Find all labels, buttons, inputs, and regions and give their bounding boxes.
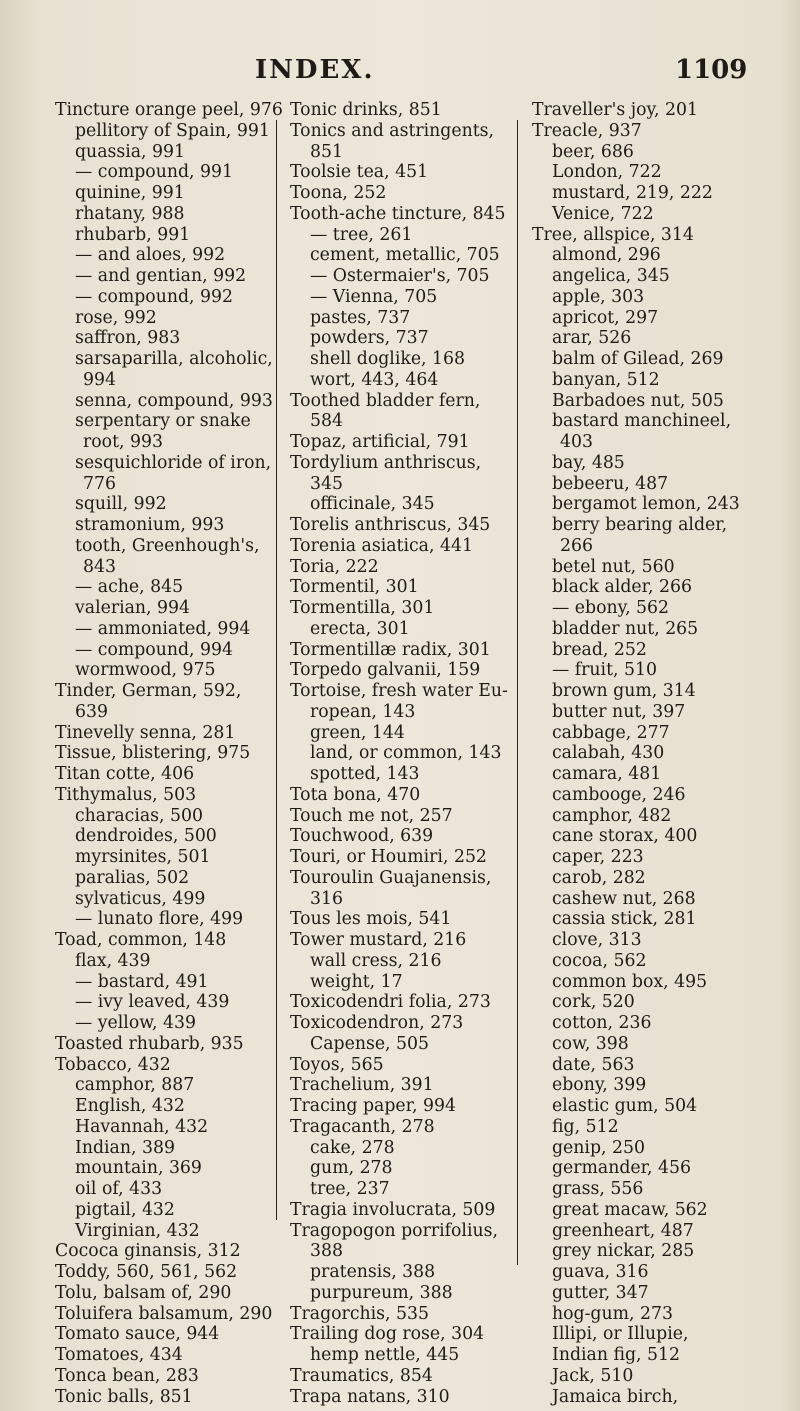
index-entry: guava, 316 [552,1262,649,1282]
index-entry: Toothed bladder fern, [290,390,481,411]
index-column-3 [532,100,792,1407]
index-entry: pratensis, 388 [310,1262,436,1282]
index-entry: Tonics and astringents, [290,120,495,141]
index-entry: apple, 303 [552,286,645,307]
index-entry: — lunato flore, 499 [75,909,244,930]
index-entry: tooth, Greenhough's, [75,535,260,556]
index-entry: Topaz, artificial, 791 [290,432,470,452]
index-entry: 584 [310,411,343,432]
index-entry: Illipi, or Illupie, [552,1324,689,1345]
index-entry: quassia, 991 [75,141,186,162]
index-entry: — compound, 994 [75,639,234,660]
index-entry: Jack, 510 [552,1365,634,1386]
index-entry: Tolu, balsam of, 290 [55,1282,232,1303]
index-entry: Trachelium, 391 [290,1075,434,1096]
index-entry: rhubarb, 991 [75,224,191,245]
index-entry: Touchwood, 639 [290,826,434,847]
index-entry: Titan cotte, 406 [55,764,195,784]
index-entry: Tonic drinks, 851 [290,100,442,120]
index-entry: rhatany, 988 [75,203,185,224]
index-entry: Tracing paper, 994 [290,1096,456,1116]
index-entry: camara, 481 [552,764,662,784]
index-entry: cabbage, 277 [552,722,670,743]
index-entry: cane storax, 400 [552,826,698,847]
index-entry: — compound, 992 [75,286,234,307]
index-entry: rose, 992 [75,307,157,328]
index-entry: arar, 526 [552,328,632,349]
index-entry: camphor, 887 [75,1075,195,1096]
index-entry: — Vienna, 705 [310,286,438,307]
index-entry: carob, 282 [552,867,646,888]
page-title: INDEX. [255,55,375,85]
index-entry: caper, 223 [552,847,644,867]
index-entry: Indian, 389 [75,1137,175,1158]
index-entry: Toluifera balsamum, 290 [55,1303,273,1324]
index-entry: almond, 296 [552,245,661,266]
index-entry: wall cress, 216 [310,950,442,971]
index-entry: grass, 556 [552,1179,644,1199]
index-entry: Tormentillæ radix, 301 [290,639,491,660]
index-entry: apricot, 297 [552,307,659,328]
index-entry: sesquichloride of iron, [75,452,272,473]
index-entry: flax, 439 [75,950,151,971]
index-entry: Tower mustard, 216 [290,930,467,950]
index-entry: Toad, common, 148 [55,930,227,950]
index-entry: Touroulin Guajanensis, [290,867,492,888]
index-entry: Trailing dog rose, 304 [290,1324,485,1345]
index-entry: Tragopogon porrifolius, [290,1220,498,1241]
index-entry: quinine, 991 [75,183,185,203]
index-entry: camphor, 482 [552,805,672,826]
index-entry: genip, 250 [552,1137,645,1158]
index-entry: gutter, 347 [552,1282,649,1303]
index-entry: Toddy, 560, 561, 562 [55,1262,238,1282]
index-entry: Tormentil, 301 [290,577,419,598]
index-entry: Toxicodendron, 273 [290,1013,464,1033]
index-entry: cake, 278 [310,1137,395,1158]
index-entry: Torenia asiatica, 441 [290,535,473,556]
index-entry: Touch me not, 257 [290,805,453,826]
index-entry: valerian, 994 [75,598,191,618]
index-column-2 [290,100,530,1407]
index-entry: brown gum, 314 [552,681,696,701]
index-entry: Tragorchis, 535 [290,1303,429,1324]
index-entry: tree, 237 [310,1179,390,1199]
index-entry: balm of Gilead, 269 [552,349,724,369]
index-entry: bastard manchineel, [552,411,732,432]
index-entry: elastic gum, 504 [552,1096,698,1116]
index-entry: Tota bona, 470 [290,784,421,805]
index-entry: Tonca bean, 283 [55,1365,199,1386]
index-entry: Torelis anthriscus, 345 [290,515,491,535]
index-entry: Tree, allspice, 314 [532,224,694,245]
index-entry: 851 [310,141,343,162]
index-entry: hemp nettle, 445 [310,1345,460,1365]
index-entry: — and aloes, 992 [75,245,226,266]
index-entry: 316 [310,888,343,909]
index-entry: Venice, 722 [552,203,654,224]
index-entry: Tithymalus, 503 [55,784,197,805]
index-entry: 345 [310,473,343,494]
page-number: 1109 [675,55,748,85]
index-entry: — bastard, 491 [75,971,209,992]
index-entry: date, 563 [552,1054,635,1075]
index-entry: Tincture orange peel, 976 [55,100,283,120]
index-entry: Havannah, 432 [75,1116,209,1137]
index-entry: green, 144 [310,722,405,743]
index-entry: pellitory of Spain, 991 [75,120,270,141]
index-entry: — ache, 845 [75,577,184,598]
index-entry: Tobacco, 432 [55,1054,171,1075]
index-entry: land, or common, 143 [310,743,502,764]
index-entry: paralias, 502 [75,867,190,888]
index-entry: Tragia involucrata, 509 [290,1199,496,1220]
index-entry: Tordylium anthriscus, [290,452,482,473]
index-entry: Indian fig, 512 [552,1345,681,1365]
index-entry: Torpedo galvanii, 159 [290,660,481,681]
index-entry: pigtail, 432 [75,1199,175,1220]
index-entry: Toasted rhubarb, 935 [55,1033,244,1054]
index-entry: banyan, 512 [552,369,660,390]
index-entry: oil of, 433 [75,1179,163,1199]
index-entry: berry bearing alder, [552,515,728,535]
index-entry: Traveller's joy, 201 [532,100,698,120]
index-entry: Toona, 252 [290,183,387,203]
index-entry: weight, 17 [310,971,403,992]
index-column-1 [55,100,295,1407]
index-entry: Cococa ginansis, 312 [55,1241,241,1262]
index-entry: mountain, 369 [75,1158,202,1179]
index-entry: 403 [560,432,593,452]
index-entry: bergamot lemon, 243 [552,494,740,515]
index-entry: Tous les mois, 541 [290,909,452,930]
index-entry: Tragacanth, 278 [290,1116,435,1137]
index-entry: wormwood, 975 [75,660,216,681]
index-entry: sylvaticus, 499 [75,888,206,909]
index-entry: senna, compound, 993 [75,390,273,411]
index-entry: dendroides, 500 [75,826,217,847]
index-entry: mustard, 219, 222 [552,183,713,203]
column-divider [276,120,277,1220]
index-entry: Tinevelly senna, 281 [55,722,236,743]
column-divider [517,120,518,1265]
index-entry: — ammoniated, 994 [75,618,251,639]
index-entry: cement, metallic, 705 [310,245,500,266]
index-entry: serpentary or snake [75,411,251,432]
index-entry: betel nut, 560 [552,556,675,577]
index-entry: sarsaparilla, alcoholic, [75,349,273,369]
index-entry: wort, 443, 464 [310,369,439,390]
index-entry: Toyos, 565 [290,1054,384,1075]
index-entry: cassia stick, 281 [552,909,697,930]
index-entry: Toxicodendri folia, 273 [290,992,491,1013]
index-entry: Jamaica birch, [552,1386,679,1407]
index-entry: Tonic balls, 851 [55,1386,193,1407]
index-entry: squill, 992 [75,494,167,515]
index-entry: cow, 398 [552,1033,629,1054]
index-entry: — ebony, 562 [552,598,670,618]
index-entry: Tooth-ache tincture, 845 [290,203,506,224]
index-entry: Treacle, 937 [532,120,642,141]
index-entry: Capense, 505 [310,1033,430,1054]
index-entry: — yellow, 439 [75,1013,196,1033]
index-entry: root, 993 [83,432,163,452]
index-entry: Virginian, 432 [75,1220,200,1241]
index-entry: beer, 686 [552,141,634,162]
index-entry: black alder, 266 [552,577,692,598]
index-entry: bladder nut, 265 [552,618,699,639]
index-entry: purpureum, 388 [310,1282,453,1303]
index-entry: — fruit, 510 [552,660,658,681]
index-entry: greenheart, 487 [552,1220,694,1241]
index-entry: shell doglike, 168 [310,349,466,369]
index-entry: — Ostermaier's, 705 [310,266,490,286]
index-entry: Toolsie tea, 451 [290,162,429,183]
index-entry: clove, 313 [552,930,642,950]
index-entry: calabah, 430 [552,743,665,764]
index-entry: hog-gum, 273 [552,1303,673,1324]
index-entry: saffron, 983 [75,328,181,349]
index-entry: characias, 500 [75,805,204,826]
index-entry: Tissue, blistering, 975 [55,743,251,764]
index-entry: ropean, 143 [310,701,416,722]
index-entry: — tree, 261 [310,224,413,245]
index-entry: Barbadoes nut, 505 [552,390,724,411]
index-entry: great macaw, 562 [552,1199,708,1220]
index-entry: erecta, 301 [310,618,410,639]
index-entry: cocoa, 562 [552,950,647,971]
index-entry: myrsinites, 501 [75,847,211,867]
index-entry: cashew nut, 268 [552,888,696,909]
index-entry: — ivy leaved, 439 [75,992,230,1013]
index-entry: butter nut, 397 [552,701,686,722]
index-entry: stramonium, 993 [75,515,225,535]
index-entry: cork, 520 [552,992,635,1013]
index-entry: officinale, 345 [310,494,435,515]
index-entry: London, 722 [552,162,662,183]
index-entry: ebony, 399 [552,1075,647,1096]
index-entry: powders, 737 [310,328,429,349]
index-entry: bread, 252 [552,639,647,660]
index-entry: bebeeru, 487 [552,473,669,494]
index-entry: 776 [83,473,116,494]
index-entry: Tomatoes, 434 [55,1345,183,1365]
index-entry: bay, 485 [552,452,625,473]
index-entry: common box, 495 [552,971,708,992]
index-entry: gum, 278 [310,1158,393,1179]
index-entry: cambooge, 246 [552,784,686,805]
index-entry: grey nickar, 285 [552,1241,695,1262]
index-entry: angelica, 345 [552,266,670,286]
index-entry: — and gentian, 992 [75,266,247,286]
index-entry: Touri, or Houmiri, 252 [290,847,487,867]
index-entry: fig, 512 [552,1116,619,1137]
index-entry: 994 [83,369,116,390]
index-entry: germander, 456 [552,1158,691,1179]
index-entry: English, 432 [75,1096,185,1116]
index-entry: Tinder, German, 592, [55,681,242,701]
index-entry: Tormentilla, 301 [290,598,435,618]
index-entry: 388 [310,1241,343,1262]
index-entry: 266 [560,535,593,556]
index-entry: 639 [75,701,108,722]
index-entry: — compound, 991 [75,162,234,183]
index-entry: Tortoise, fresh water Eu- [290,681,508,701]
index-entry: spotted, 143 [310,764,420,784]
index-entry: Traumatics, 854 [290,1365,433,1386]
index-entry: Tomato sauce, 944 [55,1324,220,1345]
page-header [0,55,800,95]
index-entry: 843 [83,556,116,577]
index-entry: cotton, 236 [552,1013,652,1033]
index-entry: Trapa natans, 310 [290,1386,450,1407]
index-entry: pastes, 737 [310,307,411,328]
index-entry: Toria, 222 [290,556,379,577]
